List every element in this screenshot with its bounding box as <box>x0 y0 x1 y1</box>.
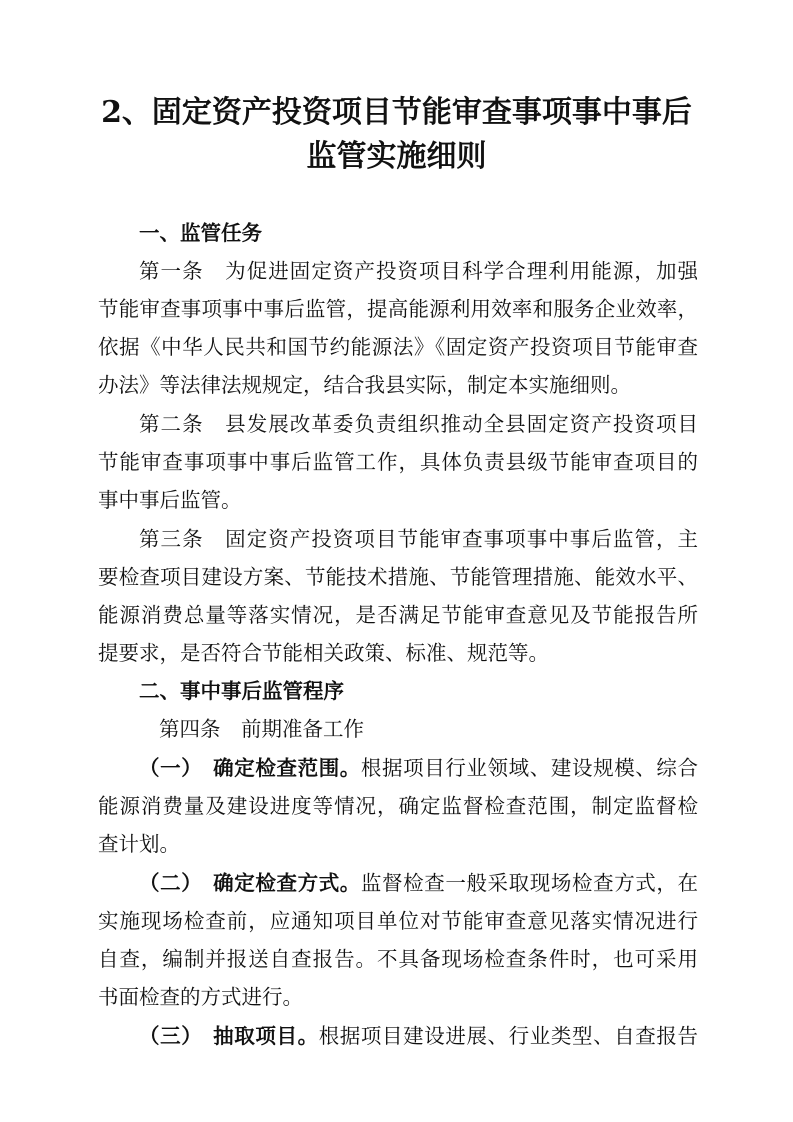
item-3-text: 根据项目建设进展、行业类型、自查报告 <box>318 1024 699 1048</box>
section-heading-supervision-procedure: 二、事中事后监管程序 <box>139 679 344 703</box>
item-1-text: 根据项目行业领域、建设规模、综合 <box>360 756 699 780</box>
article-1-line-3: 依据《中华人民共和国节约能源法》《固定资产投资项目节能审查 <box>98 335 698 359</box>
item-2-line-3: 自查，编制并报送自查报告。不具备现场检查条件时，也可采用 <box>98 947 698 971</box>
item-2-label: （二） 确定检查方式。 <box>139 871 361 895</box>
item-2-line-2: 实施现场检查前，应通知项目单位对节能审查意见落实情况进行 <box>98 909 698 933</box>
document-title-line-1: 2、固定资产投资项目节能审查事项事中事后 <box>101 95 692 130</box>
article-1-line-1: 第一条 为促进固定资产投资项目科学合理利用能源，加强 <box>139 259 698 283</box>
document-title-line-2: 监管实施细则 <box>306 139 487 174</box>
item-1-label: （一） 确定检查范围。 <box>139 756 361 780</box>
item-2-line-4: 书面检查的方式进行。 <box>98 985 303 1009</box>
item-1-line-3: 查计划。 <box>98 832 180 856</box>
section-heading-supervision-tasks: 一、监管任务 <box>139 221 262 245</box>
item-3-line-1 <box>139 1017 698 1055</box>
item-3-label: （三） 抽取项目。 <box>139 1024 319 1048</box>
item-1-line-2: 能源消费量及建设进度等情况，确定监督检查范围，制定监督检 <box>98 794 698 818</box>
article-4-heading: 第四条 前期准备工作 <box>159 717 364 741</box>
article-2-line-2: 节能审查事项事中事后监管工作，具体负责县级节能审查项目的 <box>98 450 698 474</box>
item-1-line-1 <box>139 749 698 787</box>
article-3-line-1: 第三条 固定资产投资项目节能审查事项事中事后监管，主 <box>139 527 698 551</box>
article-3-line-3: 能源消费总量等落实情况，是否满足节能审查意见及节能报告所 <box>98 603 698 627</box>
article-2-line-3: 事中事后监管。 <box>98 488 242 512</box>
article-1-line-4: 办法》等法律法规规定，结合我县实际，制定本实施细则。 <box>98 373 631 397</box>
article-2-line-1: 第二条 县发展改革委负责组织推动全县固定资产投资项目 <box>139 412 698 436</box>
article-3-line-2: 要检查项目建设方案、节能技术措施、节能管理措施、能效水平、 <box>98 565 698 589</box>
item-2-line-1 <box>139 864 698 902</box>
article-3-line-4: 提要求，是否符合节能相关政策、标准、规范等。 <box>98 641 549 665</box>
item-2-text: 监督检查一般采取现场检查方式，在 <box>360 871 699 895</box>
article-1-line-2: 节能审查事项事中事后监管，提高能源利用效率和服务企业效率， <box>98 297 698 321</box>
